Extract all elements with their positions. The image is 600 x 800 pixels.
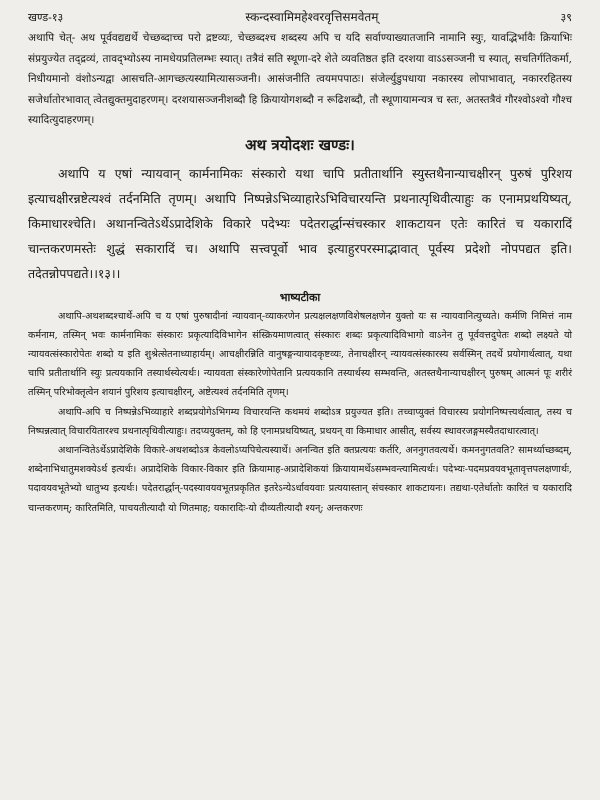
commentary-paragraph: अथानन्वितेऽर्थेऽप्रादेशिके विकारे-अथशब्दोऽत्र केवलोऽप्यपिचेत्यस्यार्थे। अनन्वित इति क्तप्रत्ययः कर्तरि, अननुगतवत्यर्थे। कमननुगतवति? सामर्थ्याच्छब्दम्, शब्देनाभिधातुमशक्येऽर्थ इत्यर्थः। अप्रादेशिके विकार-विकार इति क्रियामाह-अप्रादेशिकयां क्रियायामर्थेऽसम्भवन्त्यामित्यर्थः। पदेभ्यः-पदमप्रवयवभूतावृत्तपलक्षणार्थः, पदावयवभूतेभ्यो धातुभ्य इत्यर्थः। पदेतरार्द्धान्-पदस्यावयवभूतप्रकृतित इतरेऽन्येऽर्धावयवाः प्रत्ययास्तान् संचस्कार शाकटायनः। तद्यथा-एतेर्धातोः कारितं च यकारादि चान्तकरणम्; कारितमिति, पाचयतीत्यादौ यो णितमाह; यकारादिः-यो दीव्यतीत्यादौ श्यन्; अन्तकरणः xyxy=(28,444,572,514)
section-heading: अथ त्रयोदशः खण्डः। xyxy=(245,135,355,154)
page-header xyxy=(28,8,572,28)
main-text: अथापि य एषां न्यायवान् कार्मनामिकः संस्कारो यथा चापि प्रतीतार्थानि स्युस्तथैनान्याचक्षीरन् पुरुषं पुरिशय इत्याचक्षीरन्नष्टेत्यश्वं तर्दनमिति तृणम्। अथापि निष्पन्नेऽभिव्याहारेऽभिविचारयन्ति प्रथनात्पृथिवीत्याहुः क एनामप्रथयिष्यत्, किमाधारश्चेति। अथानन्वितेऽर्थेऽप्रादेशिके विकारे पदेभ्यः पदेतरार्द्धान्संचस्कार शाकटायन एतेः कारितं च यकारादिं चान्तकरणमस्तेः शुद्धं सकारादिं च। अथापि सत्त्वपूर्वो भाव इत्याहुरपरस्माद्भावात् पूर्वस्य प्रदेशो नोपपद्यत इति। तदेतन्नोपपद्यते।।१३।। xyxy=(28,165,572,281)
running-title: स्कन्दस्वामिमहेश्वरवृत्तिसमवेतम् xyxy=(245,10,379,24)
previous-section-commentary: अथापि चेत्- अथ पूर्ववद्यद्यर्थे चेच्छब्दाच्च परो द्रष्टव्यः, चेच्छब्दश्च शब्दस्य अपि च यदि सर्वाण्याख्यातजानि नामानि स्युः, यावद्भिर्भावैः क्रियाभिः संप्रयुज्येत तद्द्रव्यं, तावद्भ्योऽस्य नामधेयप्रतिलम्भः स्यात्। तत्रैवं सति स्थूणा-दरे शेते व्यवतिष्ठत इति दरशया वाऽऽसञ्जनी च स्यात्, सचतिर्गतिकर्मा, निधीयमानो वंशोऽन्यद्वा आसचति-आगच्छत्यस्यामित्यासञ्जनी। आसंजनीति त्वयमपपाठः। संजेर्ल्युडुपधाया नकारस्य लोपाभावात्, नकाररहितस्य सजेर्धातोरभावात् त्वेतद्युक्तमुदाहरणम्। दरशयासञ्जनीशब्दौ हि क्रियायोगशब्दौ न रूढिशब्दौ, तौ स्थूणायामन्यत्र च स्तः, अतस्तत्रैवं गौरश्वोऽश्वो गौश्च स्यादित्युदाहरणम्। xyxy=(28,32,572,126)
section-marker: खण्ड-१३ xyxy=(28,11,64,24)
page-number: ३९ xyxy=(560,11,572,24)
commentary-paragraph: अथापि-अथशब्दश्चार्थे-अपि च य एषां पुरुषादीनां न्यायवान्-व्याकरणेन प्रत्यक्षलक्षणविशेषलक्षणेन युक्तो यः स न्यायवानित्युच्यते। कर्मणि निमित्तं नाम कर्मनाम, तस्मिन् भवः कार्मनामिकः संस्कारः प्रकृत्यादिविभागेन संस्क्रियमाणत्वात् संस्कारः शब्दः प्रकृत्यादिविभागो वाऽनेन तु पूर्ववत्तदुपेतः शब्दो लक्ष्यते यो न्यायवत्संस्कारोपेतः शब्दो य इति शुश्रेत्सेतनाध्याहार्यम्। आचक्षीरन्निति वानुषङ्गन्यायादकृष्टव्यः, तेनाचक्षीरन् न्यायवत्संस्कारस्य सर्वस्मिन् तदर्थे प्रयोगार्थत्वात्, यथा चापि प्रतीतार्थानि स्युः प्रत्ययकानि तस्यार्थस्येत्यर्थः। न्यायवता संस्कारेणोपेतानि प्रत्ययकानि तस्यार्थस्य सम्भवन्ति, अतस्तथैनान्याचक्षीरन् पुरुषम् आत्मनं पूः शरीरं तस्मिन् परिभोक्तृत्वेन शयानं पुरिशय इत्याचक्षीरन्, अष्टेत्यश्वं तर्दनमिति तृणम्। xyxy=(28,310,572,399)
commentary-paragraph: अथापि-अपि च निष्पन्नेऽभिव्याहारे शब्दप्रयोगेऽभिगम्य विचारयन्ति कथमयं शब्दोऽत्र प्रयुज्यत इति। तच्चाप्युक्तं विचारस्य प्रयोगनिष्पत्त्यर्थत्वात्, तस्य च निष्पन्नत्वात् विचारयितारश्च प्रथनात्पृथिवीत्याहुः। तदप्ययुक्तम्, को हि एनामप्रथयिष्यत्, प्रथयन् वा किमाधार आसीत्, सर्वस्य स्थावरजङ्गमस्यैतदाधारत्वात्। xyxy=(28,406,572,437)
commentary-heading: भाष्यटीका xyxy=(279,290,321,304)
